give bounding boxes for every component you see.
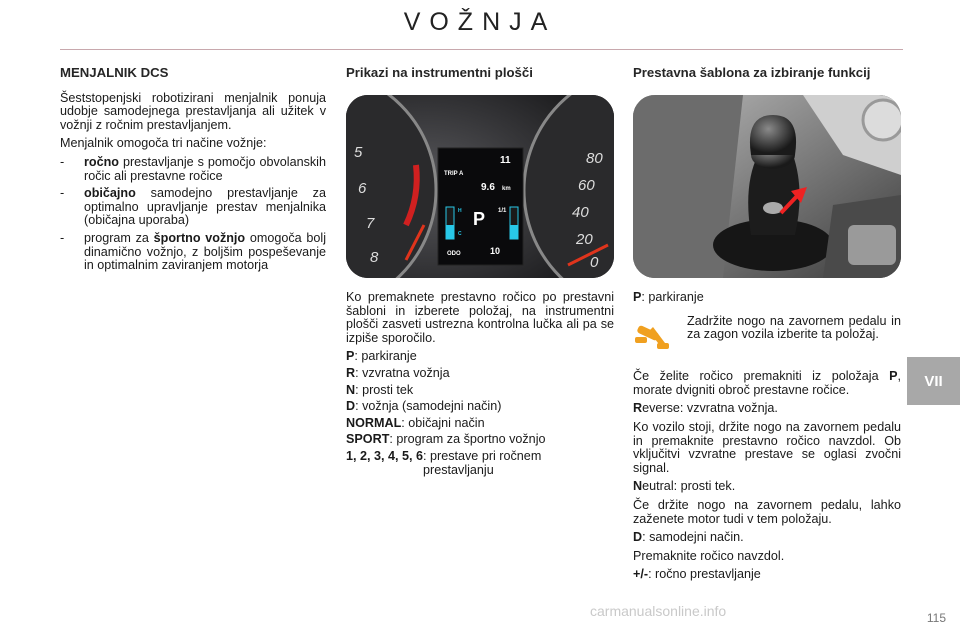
- list-item: - program za športno vožnjo omogoča bolj dinamično vožnjo, z boljšim pospeševanje in optimalnim zaviranjem motorja: [60, 230, 327, 273]
- svg-text:H: H: [458, 208, 462, 214]
- legend-row: D : vožnja (samodejni način): [346, 399, 502, 414]
- title-divider: [60, 49, 903, 50]
- gear-lever-photo: [633, 95, 901, 278]
- manual-line: +/-: ročno prestavljanje: [633, 567, 761, 582]
- tick-label: 8: [370, 249, 379, 266]
- svg-text:11: 11: [500, 155, 511, 166]
- svg-text:ODO: ODO: [447, 251, 461, 257]
- tick-label: 5: [354, 144, 363, 161]
- tick-label: 20: [576, 231, 593, 248]
- section-heading: MENJALNIK DCS: [60, 65, 169, 80]
- tick-label: 0: [590, 254, 599, 271]
- notice-text: Zadržite nogo na zavornem pedalu in za zagon vozila izberite ta položaj.: [687, 313, 901, 342]
- tick-label: 60: [578, 177, 595, 194]
- column-dcs: [60, 66, 326, 277]
- legend-row: N : prosti tek: [346, 382, 414, 397]
- drive-line: D: samodejni način.: [633, 530, 744, 545]
- page-title: VOŽNJA: [403, 8, 557, 36]
- column-gate-text: [633, 291, 901, 587]
- legend-row: R : vzvratna vožnja: [346, 365, 450, 380]
- watermark: carmanualsonline.info: [590, 603, 727, 619]
- neutral-note: Če držite nogo na zavornem pedalu, lahko zaženete motor tudi v tem položaju.: [633, 497, 901, 526]
- page-number: 115: [926, 611, 946, 625]
- legend-row: P : parkiranje: [346, 349, 417, 364]
- column-instrument-text: [346, 291, 614, 480]
- svg-text:TRIP A: TRIP A: [444, 171, 464, 177]
- svg-text:10: 10: [490, 246, 501, 256]
- list-item: - običajno samodejno prestavljanje za optimalno upravljanje prestav menjalnika (običajna uporaba): [60, 186, 326, 228]
- chapter-tab: VII: [907, 357, 960, 405]
- list-item: - ročno prestavljanje s pomočjo obvolanskih ročic ali prestavne ročice: [60, 154, 326, 183]
- svg-text:km: km: [502, 186, 511, 192]
- notice-block: [633, 315, 901, 355]
- instrument-panel-photo: [346, 95, 614, 278]
- tick-label: 40: [572, 204, 589, 221]
- drive-note: Premaknite ročico navzdol.: [633, 548, 785, 563]
- legend-row: SPORT : program za športno vožnjo: [346, 432, 546, 447]
- section-heading: Prikazi na instrumentni plošči: [346, 65, 533, 80]
- svg-text:C: C: [458, 231, 462, 237]
- reverse-line: Reverse: vzvratna vožnja.: [633, 401, 778, 416]
- tick-label: 80: [586, 150, 603, 167]
- tick-label: 7: [366, 215, 375, 232]
- tick-label: 6: [358, 180, 367, 197]
- neutral-line: Neutral: prosti tek.: [633, 479, 736, 494]
- legend-row: P : parkiranje: [633, 290, 704, 304]
- svg-text:1/1: 1/1: [498, 208, 507, 214]
- svg-text:9.6: 9.6: [481, 182, 495, 193]
- legend-row: 1, 2, 3, 4, 5, 6 : prestave pri ročnem prestavljanju: [346, 448, 542, 477]
- column-gate: [633, 66, 901, 92]
- column-instrument: [346, 66, 614, 92]
- brake-pedal-icon: [633, 315, 687, 355]
- instrument-paragraph: Ko premaknete prestavno ročico po prestavni šabloni in izberete položaj, na instrumentni plošči zasveti ustrezna kontrolna lučka ali pa se izpiše sporočilo.: [346, 290, 614, 345]
- svg-text:P: P: [473, 209, 486, 229]
- modes-intro: Menjalnik omogoča tri načine vožnje:: [60, 136, 267, 151]
- p-move-text: Če želite ročico premakniti iz položaja P, morate dvigniti obroč prestavne ročice.: [633, 369, 901, 397]
- section-heading: Prestavna šablona za izbiranje funkcij: [633, 65, 871, 80]
- legend-row: NORMAL : običajni način: [346, 415, 485, 430]
- intro-text: Šeststopenjski robotizirani menjalnik ponuja udobje samodejnega prestavljanja ali užitek v vožnji z ročnim prestavljanjem.: [60, 90, 326, 132]
- reverse-note: Ko vozilo stoji, držite nogo na zavornem pedalu in premaknite prestavno ročico navzdol. Ob vključitvi vzvratne prestave se oglasi zvočni signal.: [633, 419, 901, 475]
